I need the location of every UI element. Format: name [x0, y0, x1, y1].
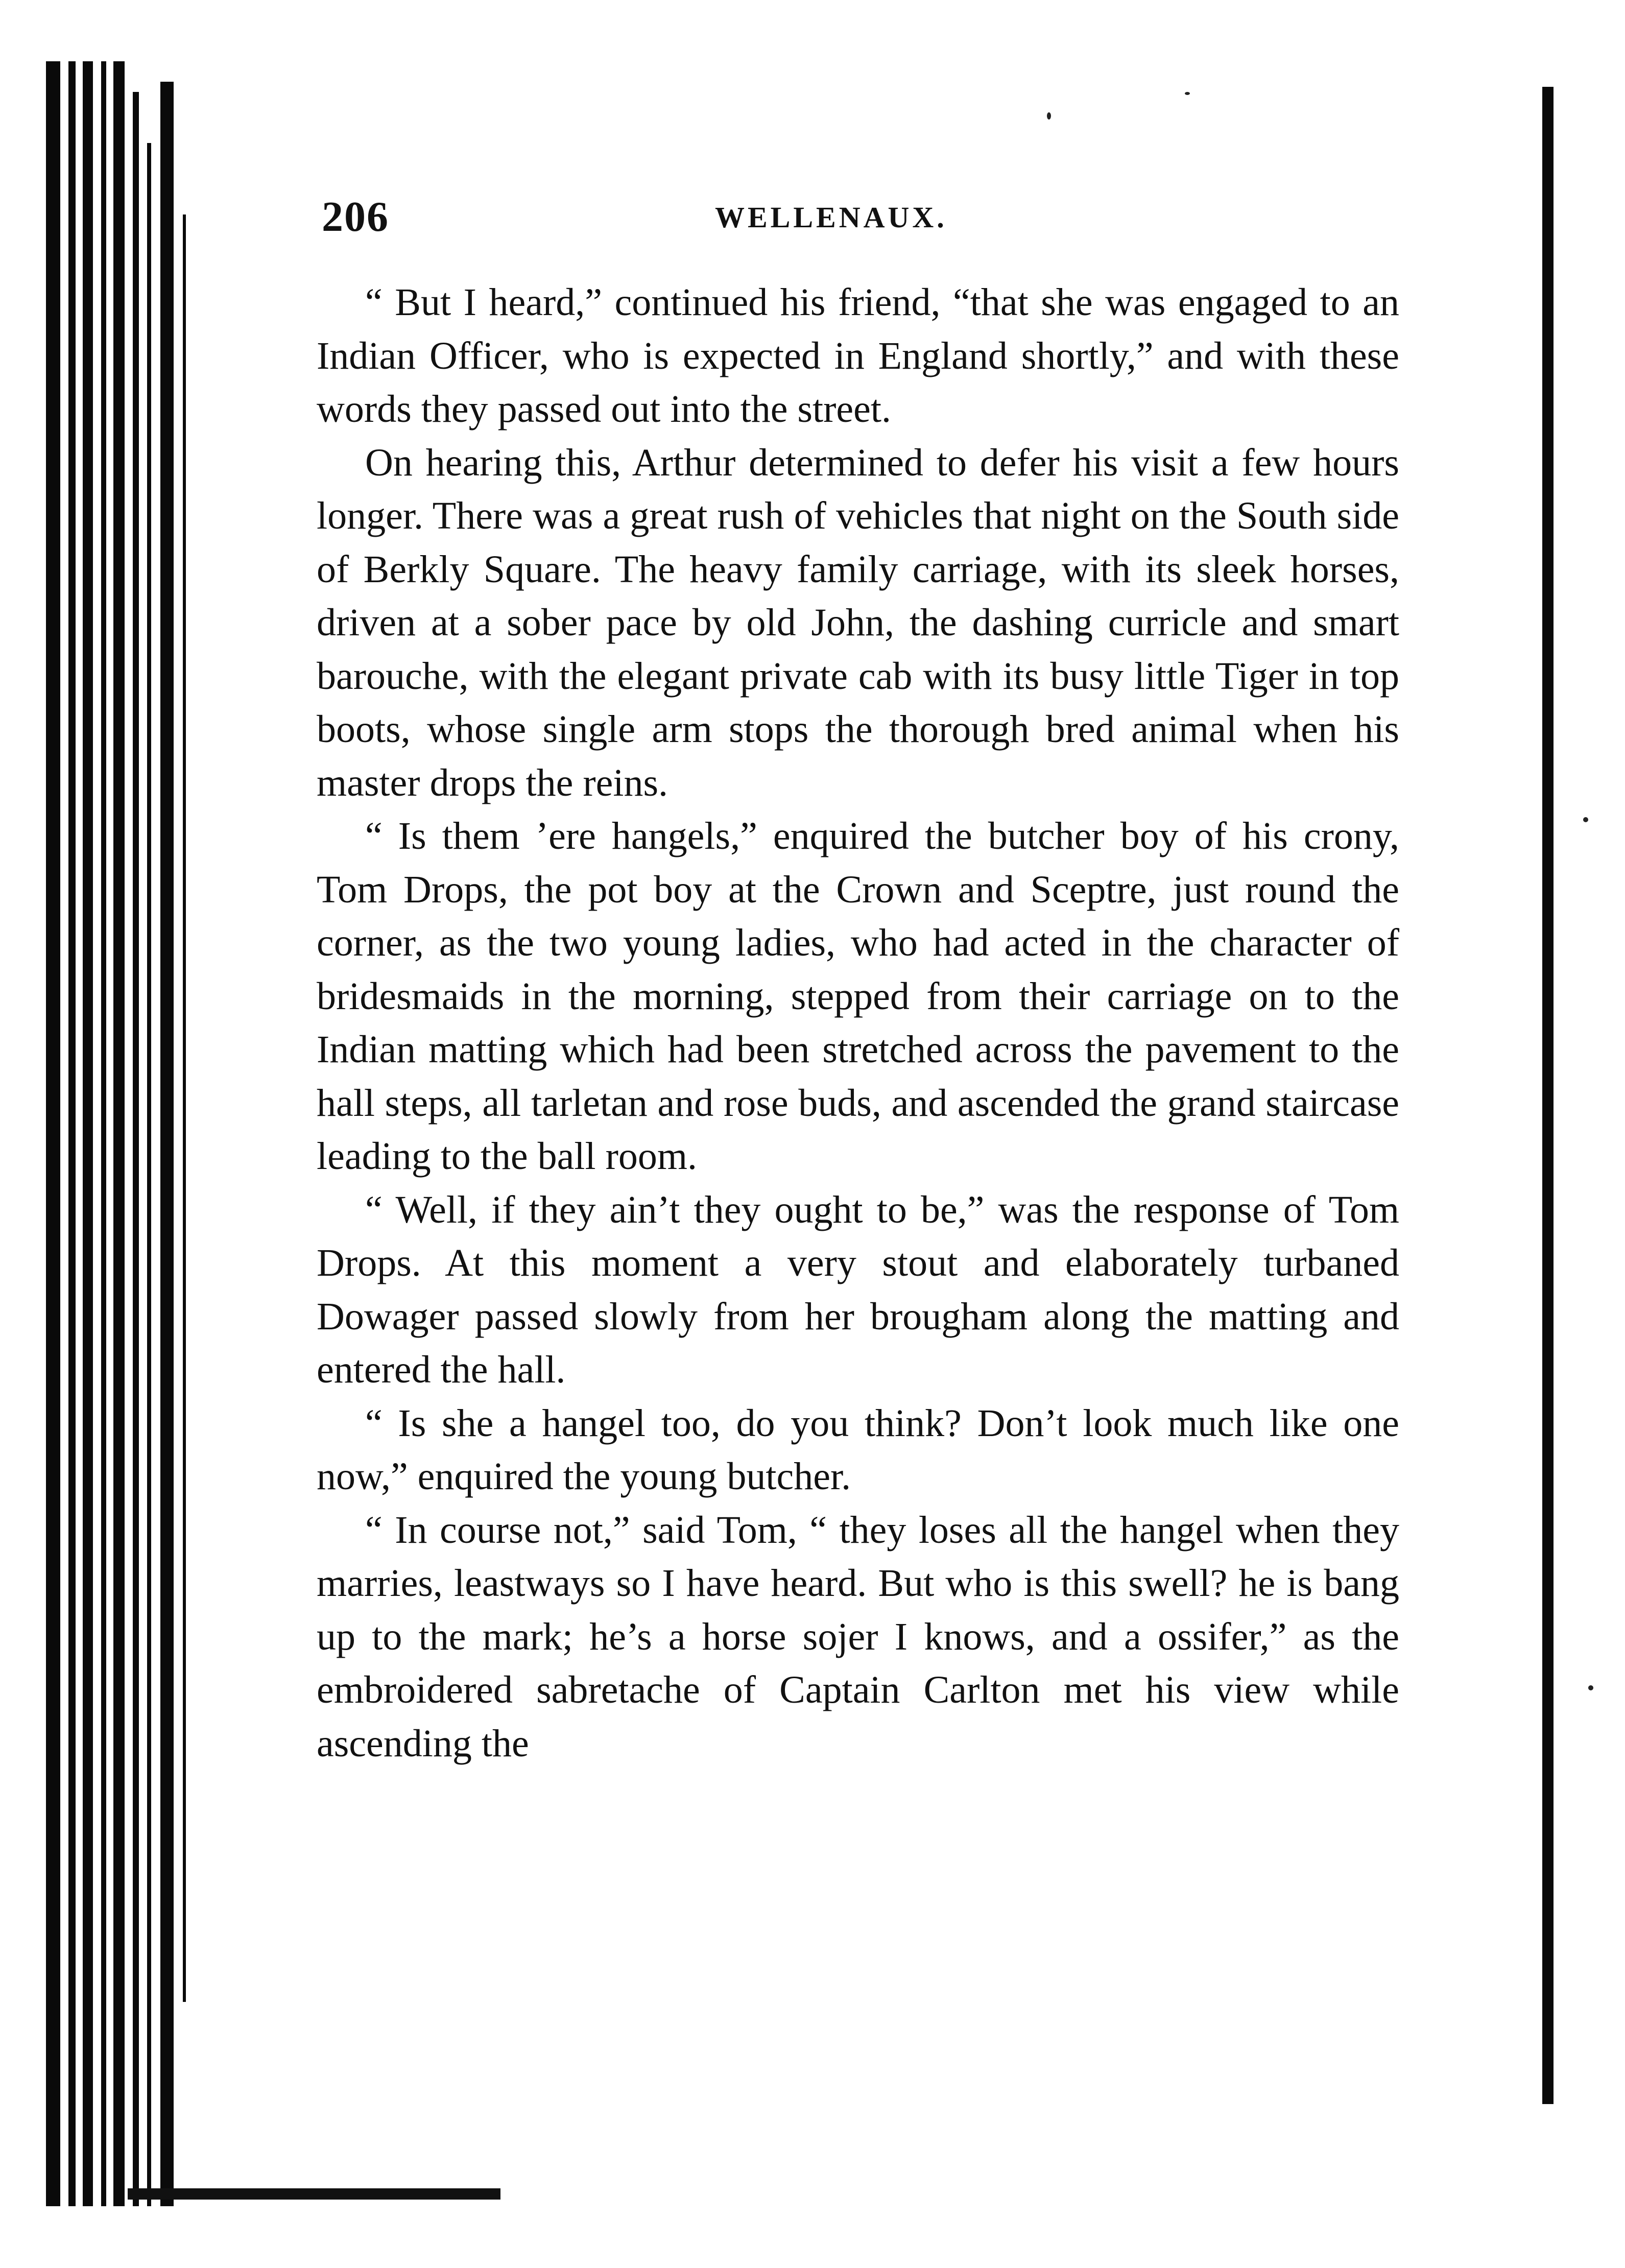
page-bottom-edge-line	[128, 2188, 500, 2200]
book-binding-edge	[46, 61, 214, 2206]
paragraph: “ But I heard,” continued his friend, “that she was engaged to an Indian Officer, who is expected in England shortly,” and with these words they passed out into the street.	[317, 281, 1399, 431]
page-number: 206	[322, 193, 389, 241]
running-title: WELLENAUX.	[715, 201, 947, 234]
page-right-edge-line	[1542, 87, 1554, 2104]
page-header	[322, 189, 1394, 245]
paragraph: “ Is them ’ere hangels,” enquired the butcher boy of his crony, Tom Drops, the pot boy at the Crown and Sceptre, just round the corner, as the two young ladies, who had acted in the character of bridesmaids in the morning, stepped from their carriage on to the Indian matting which had been stretched across the pavement to the hall steps, all tarletan and rose buds, and ascended the grand staircase leading to the ball room.	[317, 815, 1399, 1178]
ink-speck	[1588, 1685, 1593, 1690]
body-text	[317, 276, 1399, 1770]
ink-speck	[1185, 92, 1190, 95]
paragraph: “ In course not,” said Tom, “ they loses all the hangel when they marries, leastways so I have heard. But who is this swell? he is bang up to the mark; he’s a horse sojer I knows, and a ossifer,” as the embroidered sabretache of Captain Carlton met his view while ascending the	[317, 1508, 1399, 1765]
ink-speck	[1047, 112, 1051, 120]
paragraph: “ Is she a hangel too, do you think? Don’t look much like one now,” enquired the young butcher.	[317, 1401, 1399, 1498]
ink-speck	[1583, 817, 1588, 822]
paragraph: On hearing this, Arthur determined to defer his visit a few hours longer. There was a great rush of vehicles that night on the South side of Berkly Square. The heavy family carriage, with its sleek horses, driven at a sober pace by old John, the dashing curricle and smart barouche, with the elegant private cab with its busy little Tiger in top boots, whose single arm stops the thorough bred animal when his master drops the reins.	[317, 441, 1399, 804]
paragraph: “ Well, if they ain’t they ought to be,” was the response of Tom Drops. At this moment a very stout and elaborately turbaned Dowager passed slowly from her brougham along the matting and entered the hall.	[317, 1188, 1399, 1391]
